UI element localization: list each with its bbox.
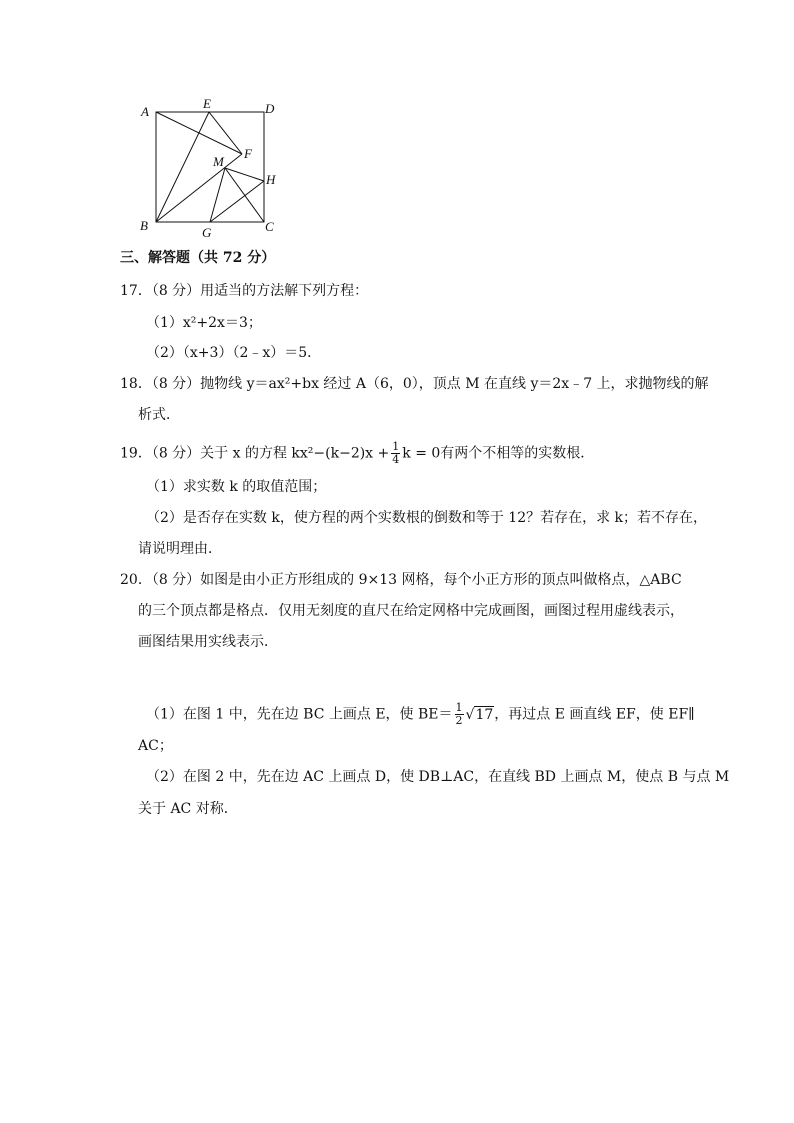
label-f: F [244, 146, 252, 161]
sqrt-17: √17 [465, 706, 494, 723]
segment-hg [210, 181, 264, 222]
q20-part1 [146, 702, 695, 727]
q19-fraction [391, 441, 400, 466]
square-abcd [156, 112, 264, 222]
label-a: A [141, 104, 149, 119]
q19-frac-num: 1 [392, 440, 400, 453]
q19-pre: 19．（8 分）关于 x 的方程 kx²−(k−2)x + [120, 445, 390, 462]
segment-eb [156, 112, 209, 222]
q20-p1-post: ，再过点 E 画直线 EF，使 EF∥ [494, 706, 695, 723]
q17-part1: （1）x²+2x＝3； [146, 315, 262, 331]
label-d: D [265, 101, 275, 116]
q19-part1: （1）求实数 k 的取值范围； [146, 479, 327, 495]
label-e: E [203, 96, 211, 111]
label-g: G [202, 225, 212, 240]
q20-fraction [455, 702, 464, 727]
q20-p1-pre: （1）在图 1 中，先在边 BC 上画点 E，使 BE＝ [146, 706, 453, 723]
segment-mc [225, 168, 264, 222]
segment-mh [225, 168, 264, 181]
q17-head: 17．（8 分）用适当的方法解下列方程： [120, 283, 369, 299]
q19-head [120, 441, 594, 466]
square-figure [132, 96, 287, 241]
segment-fb [156, 154, 242, 222]
sqrt-radicand: 17 [475, 706, 494, 723]
label-h: H [266, 172, 276, 187]
q20-line2: 的三个顶点都是格点．仅用无刻度的直尺在给定网格中完成画图，画图过程用虚线表示， [138, 603, 684, 619]
q20-line1: 20．（8 分）如图是由小正方形组成的 9×13 网格，每个小正方形的顶点叫做格点，△ABC [120, 572, 682, 588]
label-c: C [265, 219, 274, 234]
q20-frac-num: 1 [455, 701, 463, 714]
q20-part2a: （2）在图 2 中，先在边 AC 上画点 D，使 DB⊥AC，在直线 BD 上画点 M，使点 B 与点 M [146, 769, 730, 785]
label-b: B [140, 218, 148, 233]
square-figure-svg [132, 96, 287, 241]
q19-post: k = 0有两个不相等的实数根． [402, 445, 595, 462]
q17-part2: （2）（x+3）（2﹣x）＝5． [146, 345, 322, 361]
q20-part1b: AC； [138, 738, 173, 754]
q19-part2b: 请说明理由． [138, 541, 222, 557]
section-title: 三、解答题（共 72 分） [120, 250, 276, 266]
q18-line1: 18．（8 分）抛物线 y＝ax²+bx 经过 A（6，0），顶点 M 在直线 y＝2x﹣7 上，求抛物线的解 [120, 376, 709, 392]
q19-frac-den: 4 [392, 453, 400, 466]
q20-part2b: 关于 AC 对称． [138, 801, 238, 817]
label-m: M [213, 154, 224, 169]
q18-line2: 析式． [138, 407, 180, 423]
segment-mg [210, 168, 225, 222]
segment-ef [209, 112, 242, 154]
q19-part2a: （2）是否存在实数 k，使方程的两个实数根的倒数和等于 12？若存在，求 k；若不存在， [146, 510, 708, 526]
q20-line3: 画图结果用实线表示． [138, 634, 278, 650]
q20-frac-den: 2 [455, 714, 463, 727]
